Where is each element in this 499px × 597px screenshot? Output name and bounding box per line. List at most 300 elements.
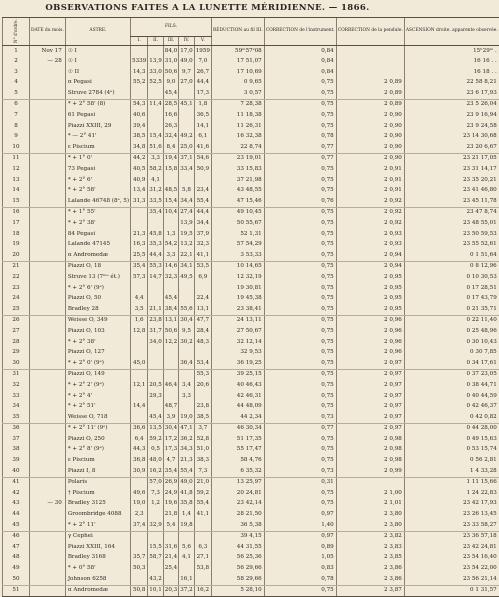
header-fil-5: V. [194,37,211,46]
fil-2-cell: 45,8 [148,229,163,240]
pendule-correction-cell [336,57,404,68]
ascension-cell: 23 26 13,45 [404,510,498,521]
fil-4-cell: 35,8 [179,499,194,510]
instrument-correction-cell: 0,75 [264,294,336,305]
date-cell [29,369,65,380]
ascension-cell: 0 1 31,57 [404,585,498,597]
instrument-correction-cell: 0,75 [264,272,336,283]
fil-2-cell [148,402,163,413]
instrument-correction-cell: 0,75 [264,88,336,99]
fil-5-cell: 1,8 [194,99,211,110]
fil-5-cell: 37,9 [194,229,211,240]
row-number: 26 [3,315,30,326]
fil-1-cell: 2,3 [131,510,148,521]
date-cell [29,510,65,521]
fil-3-cell: 35,4 [163,466,178,477]
table-row [3,261,499,272]
row-number: 46 [3,531,30,542]
star-name: * + 2° 58' (8) [65,99,130,110]
fil-3-cell [163,175,178,186]
fil-2-cell [148,219,163,230]
pendule-correction-cell: 2 0,90 [336,121,404,132]
fil-2-cell: 58,7 [148,553,163,564]
star-name: 73 Pegasi [65,165,130,176]
ascension-cell: 0 53 15,74 [404,445,498,456]
date-cell [29,488,65,499]
fil-5-cell: 36,5 [194,111,211,122]
observation-table [2,17,499,597]
fil-1-cell: 1,6 [131,315,148,326]
row-number: 24 [3,294,30,305]
row-number: 19 [3,240,30,251]
instrument-correction-cell: 0,75 [264,304,336,315]
ascension-cell: 23 35 20,21 [404,175,498,186]
fil-5-cell: 53,8 [194,564,211,575]
fil-3-cell: 45,4 [163,294,178,305]
reduction-cell: 49 10,45 [211,207,264,218]
fil-4-cell: 49,5 [179,272,194,283]
date-cell [29,261,65,272]
date-cell [29,111,65,122]
fil-1-cell [131,283,148,294]
pendule-correction-cell: 2 0,89 [336,99,404,110]
instrument-correction-cell: 0,78 [264,132,336,143]
instrument-correction-cell: 0,75 [264,165,336,176]
pendule-correction-cell: 2 0,90 [336,142,404,153]
date-cell [29,294,65,305]
fil-5-cell: 41,1 [194,510,211,521]
table-row [3,574,499,585]
date-cell [29,531,65,542]
reduction-cell: 40 46,43 [211,380,264,391]
fil-3-cell: 10,4 [163,207,178,218]
pendule-correction-cell: 2 1,01 [336,499,404,510]
fil-5-cell [194,574,211,585]
table-row [3,510,499,521]
reduction-cell: 32 12,14 [211,337,264,348]
reduction-cell: 37 21,98 [211,175,264,186]
reduction-cell: 51 17,35 [211,434,264,445]
star-name: α Andromedæ [65,585,130,597]
fil-3-cell: 45,4 [163,88,178,99]
table-row [3,175,499,186]
fil-2-cell [148,348,163,359]
fil-3-cell: 50,6 [163,67,178,78]
fil-1-cell: 49,6 [131,488,148,499]
fil-2-cell: 13,5 [148,423,163,434]
date-cell [29,315,65,326]
fil-3-cell: 28,5 [163,99,178,110]
reduction-cell: 6 35,32 [211,466,264,477]
fil-5-cell: 54,6 [194,153,211,164]
fil-5-cell: 59,2 [194,488,211,499]
fil-3-cell: 13,1 [163,315,178,326]
ascension-cell: 0 21 35,71 [404,304,498,315]
fil-3-cell [163,391,178,402]
fil-2-cell: 29,3 [148,391,163,402]
fil-1-cell: 21,3 [131,229,148,240]
fil-4-cell: 19,0 [179,412,194,423]
row-number: 1 [3,46,30,57]
fil-4-cell: 13,9 [179,219,194,230]
ascension-cell: 23 20 6,67 [404,142,498,153]
ascension-cell: 0 17 43,79 [404,294,498,305]
fil-4-cell: 1,4 [179,510,194,521]
instrument-correction-cell: 0,75 [264,434,336,445]
fil-5-cell: 20,6 [194,380,211,391]
star-name: * + 2° 38' [65,219,130,230]
row-number: 8 [3,121,30,132]
fil-5-cell: 38,3 [194,456,211,467]
star-name: Struve 2784 (4ᵉ) [65,88,130,99]
instrument-correction-cell: 0,75 [264,348,336,359]
instrument-correction-cell: 0,75 [264,358,336,369]
star-name: α Pegasi [65,78,130,89]
fil-5-cell: 6,9 [194,272,211,283]
fil-4-cell: 34,4 [179,196,194,207]
fil-4-cell: 41,8 [179,488,194,499]
fil-4-cell: 36,2 [179,434,194,445]
instrument-correction-cell: 0,77 [264,142,336,153]
fil-1-cell [131,219,148,230]
table-row [3,337,499,348]
pendule-correction-cell: 2 3,86 [336,574,404,585]
table-row [3,391,499,402]
table-row [3,348,499,359]
table-row [3,186,499,197]
instrument-correction-cell: 0,75 [264,78,336,89]
fil-3-cell: 26,3 [163,121,178,132]
ascension-cell: 1 11 15,66 [404,477,498,488]
ascension-cell: 23 21 17,05 [404,153,498,164]
fil-5-cell: 1959 [194,46,211,57]
fil-5-cell [194,520,211,531]
instrument-correction-cell: 0,75 [264,121,336,132]
instrument-correction-cell: 1,40 [264,520,336,531]
instrument-correction-cell: 0,75 [264,111,336,122]
reduction-cell: 19 45,38 [211,294,264,305]
fil-5-cell: 17,3 [194,88,211,99]
reduction-cell: 23 19,01 [211,153,264,164]
row-number: 13 [3,175,30,186]
fil-5-cell [194,391,211,402]
row-number: 36 [3,423,30,434]
fil-3-cell: 31,6 [163,542,178,553]
reduction-cell: 12 32,19 [211,272,264,283]
pendule-correction-cell: 2 3,83 [336,542,404,553]
reduction-cell: 55 17,47 [211,445,264,456]
date-cell [29,445,65,456]
date-cell [29,434,65,445]
row-number: 32 [3,380,30,391]
ascension-cell: 23 5 26,04 [404,99,498,110]
pendule-correction-cell: 2 0,97 [336,380,404,391]
ascension-cell: 23 47 8,74 [404,207,498,218]
pendule-correction-cell: 2 0,97 [336,412,404,423]
reduction-cell: 16 32,38 [211,132,264,143]
fil-2-cell: 59,2 [148,434,163,445]
fil-5-cell [194,531,211,542]
pendule-correction-cell: 2 0,96 [336,315,404,326]
date-cell [29,402,65,413]
instrument-correction-cell: 0,77 [264,153,336,164]
fil-5-cell: 55,3 [194,369,211,380]
fil-4-cell [179,294,194,305]
ascension-cell: 23 14 30,68 [404,132,498,143]
star-name: Polaris [65,477,130,488]
observation-rows [3,46,499,597]
reduction-cell: 33 15,83 [211,165,264,176]
fil-3-cell: 50,6 [163,326,178,337]
date-cell [29,542,65,553]
pendule-correction-cell: 2 0,97 [336,402,404,413]
header-fil-1: I. [131,37,148,46]
fil-1-cell [131,88,148,99]
page-title: OBSERVATIONS FAITES A LA LUNETTE MÉRIDIENNE. — 1866. [45,3,370,13]
star-name: Weisse O, 349 [65,315,130,326]
fil-5-cell: 44,4 [194,207,211,218]
date-cell: Nov 17 [29,46,65,57]
reduction-cell: 36 19,25 [211,358,264,369]
row-number: 18 [3,229,30,240]
fil-2-cell: 23,8 [148,315,163,326]
fil-5-cell: 55,4 [194,196,211,207]
row-number: 41 [3,477,30,488]
star-name: * + 2° 6' [65,175,130,186]
fil-4-cell: 34,3 [179,445,194,456]
pendule-correction-cell: 2 0,98 [336,434,404,445]
fil-1-cell [131,412,148,423]
instrument-correction-cell: 0,75 [264,229,336,240]
fil-2-cell [148,358,163,369]
star-name: Piazzi XXIII, 29 [65,121,130,132]
reduction-cell: 11 18,38 [211,111,264,122]
star-name: Bradley 3125 [65,499,130,510]
fil-2-cell: 21,1 [148,304,163,315]
star-name: ε Piscium [65,142,130,153]
header-astre: ASTRE. [65,18,130,46]
fil-4-cell [179,531,194,542]
pendule-correction-cell: 2 0,95 [336,304,404,315]
star-name: Weisse O, 718 [65,412,130,423]
pendule-correction-cell: 2 0,92 [336,219,404,230]
star-name: α Andromedæ [65,250,130,261]
fil-1-cell [131,531,148,542]
reduction-cell: 13 25,97 [211,477,264,488]
header-correction-instrument: CORRECTION de l'instrument. [264,18,336,46]
fil-3-cell: 3,3 [163,250,178,261]
fil-4-cell [179,121,194,132]
instrument-correction-cell: 0,84 [264,57,336,68]
reduction-cell: 56 29,66 [211,564,264,575]
fil-1-cell: 57,3 [131,272,148,283]
ascension-cell: 1 24 22,83 [404,488,498,499]
date-cell [29,585,65,597]
reduction-cell: 39 4,15 [211,531,264,542]
fil-4-cell [179,348,194,359]
fil-1-cell: 36,8 [131,456,148,467]
fil-5-cell: 23,8 [194,402,211,413]
row-number: 25 [3,304,30,315]
ascension-cell: 0 37 23,05 [404,369,498,380]
row-number: 5 [3,88,30,99]
fil-5-cell: 22,4 [194,294,211,305]
row-number: 3 [3,67,30,78]
reduction-cell: 20 24,81 [211,488,264,499]
date-cell [29,175,65,186]
fil-2-cell [148,121,163,132]
fil-4-cell: 25,0 [179,142,194,153]
instrument-correction-cell: 0,73 [264,466,336,477]
table-row [3,315,499,326]
star-name: * + 2° 58' [65,186,130,197]
table-row [3,477,499,488]
fil-2-cell: 57,0 [148,477,163,488]
row-number: 29 [3,348,30,359]
fil-4-cell: 45,1 [179,99,194,110]
fil-2-cell: 13,9 [148,57,163,68]
fil-3-cell: 21,8 [163,510,178,521]
fil-5-cell: 7,3 [194,466,211,477]
reduction-cell: 7 28,38 [211,99,264,110]
date-cell [29,88,65,99]
fil-2-cell: 15,5 [148,542,163,553]
fil-1-cell: 25,5 [131,250,148,261]
header-ascension: ASCENSION droite. apparente observée. [404,18,498,46]
fil-1-cell [131,207,148,218]
fil-5-cell: 47,7 [194,315,211,326]
star-name: Piazzi I, 8 [65,466,130,477]
table-row [3,99,499,110]
ascension-cell: 23 50 59,53 [404,229,498,240]
pendule-correction-cell: 2 0,90 [336,132,404,143]
reduction-cell: 10 14,65 [211,261,264,272]
fil-4-cell: 49,2 [179,132,194,143]
table-row [3,132,499,143]
instrument-correction-cell: 0,75 [264,99,336,110]
fil-1-cell [131,369,148,380]
pendule-correction-cell [336,67,404,78]
fil-4-cell: 36,4 [179,358,194,369]
ascension-cell: 16 18 . . [404,67,498,78]
fil-3-cell: 31,0 [163,57,178,68]
pendule-correction-cell: 2 0,92 [336,196,404,207]
fil-2-cell: 34,0 [148,337,163,348]
ascension-cell: 0 34 17,61 [404,358,498,369]
fil-1-cell: 12,1 [131,380,148,391]
fil-2-cell [148,46,163,57]
reduction-cell: 47 15,46 [211,196,264,207]
fil-3-cell [163,348,178,359]
fil-3-cell: 16,6 [163,111,178,122]
date-cell [29,477,65,488]
date-cell [29,326,65,337]
date-cell [29,219,65,230]
fil-2-cell: 32,9 [148,520,163,531]
row-number: 35 [3,412,30,423]
star-name: Lalande 46748 (8ᵉ, 5) [65,196,130,207]
fil-4-cell [179,283,194,294]
reduction-cell: 43 48,55 [211,186,264,197]
date-cell [29,358,65,369]
row-number: 44 [3,510,30,521]
table-row [3,326,499,337]
ascension-cell: 23 33 58,27 [404,520,498,531]
instrument-correction-cell: 0,73 [264,412,336,423]
fil-1-cell: 36,6 [131,423,148,434]
fil-4-cell [179,369,194,380]
fil-5-cell: 55,4 [194,499,211,510]
fil-4-cell [179,564,194,575]
fil-3-cell: 38,4 [163,304,178,315]
fil-2-cell: 14,7 [148,272,163,283]
fil-4-cell: 9,7 [179,67,194,78]
fil-2-cell: 44,4 [148,250,163,261]
header-correction-pendule: CORRECTION de la pendule. [336,18,404,46]
fil-1-cell [131,542,148,553]
instrument-correction-cell: 0,75 [264,186,336,197]
table-row [3,531,499,542]
date-cell [29,142,65,153]
fil-3-cell: 48,7 [163,402,178,413]
table-row [3,153,499,164]
fil-1-cell: 5339 [131,57,148,68]
star-name: γ Cephei [65,531,130,542]
fil-4-cell: 49,0 [179,477,194,488]
pendule-correction-cell: 2 0,94 [336,250,404,261]
star-name: Piazzi O, 50 [65,294,130,305]
header-fil-4: IV. [179,37,194,46]
instrument-correction-cell: 0,75 [264,261,336,272]
ascension-cell: 23 36 57,18 [404,531,498,542]
pendule-correction-cell: 2 0,94 [336,261,404,272]
instrument-correction-cell: 0,97 [264,531,336,542]
fil-5-cell: 3,7 [194,423,211,434]
pendule-correction-cell: 2 0,95 [336,283,404,294]
fil-4-cell: 17,0 [179,46,194,57]
fil-2-cell [148,564,163,575]
star-name: * + 2° 11' [65,520,130,531]
fil-4-cell: 5,8 [179,186,194,197]
table-row [3,250,499,261]
reduction-cell: 44 2,34 [211,412,264,423]
row-number: 38 [3,445,30,456]
date-cell [29,78,65,89]
table-row [3,121,499,132]
fil-1-cell: 55,2 [131,78,148,89]
fil-1-cell: 3,5 [131,304,148,315]
fil-3-cell: 32,3 [163,272,178,283]
date-cell [29,186,65,197]
pendule-correction-cell: 2 0,91 [336,165,404,176]
fil-3-cell: 12,2 [163,337,178,348]
star-name: * + 2° 8' (9ᵉ) [65,445,130,456]
fil-2-cell: 48,0 [148,456,163,467]
fil-1-cell: 54,3 [131,99,148,110]
pendule-correction-cell: 2 0,97 [336,423,404,434]
reduction-cell: 46 30,34 [211,423,264,434]
table-row [3,240,499,251]
table-row [3,57,499,68]
row-number: 4 [3,78,30,89]
fil-3-cell: 15,8 [163,165,178,176]
ascension-cell: 0 42 0,82 [404,412,498,423]
pendule-correction-cell: 2 0,91 [336,175,404,186]
date-cell [29,380,65,391]
fil-2-cell: 16,2 [148,466,163,477]
reduction-cell: 17 51,07 [211,57,264,68]
fil-3-cell: 84,0 [163,46,178,57]
